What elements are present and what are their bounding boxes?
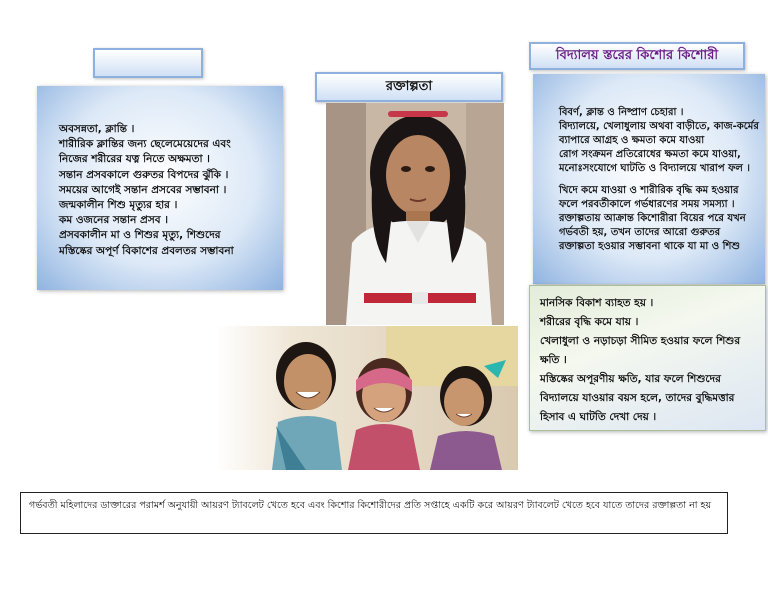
left-line: সন্তান প্রসবকালে গুরুতর বিপদের ঝুঁকি । [59,168,229,181]
right-bottom-line: খেলাধুলা ও নড়াচড়া সীমিত হওয়ার ফলে শিশুর [540,335,741,347]
left-line: সময়ের আগেই সন্তান প্রসবের সম্ভাবনা । [59,183,227,196]
center-title-text: রক্তাল্পতা [385,78,433,94]
right-top-info-panel [533,74,765,284]
left-line: অবসন্নতা, ক্লান্তি । [59,123,135,135]
footer-note [20,492,728,534]
right-top-line: ব্যাপারে আগ্রহ ও ক্ষমতা কমে যাওয়া [559,135,705,146]
left-line: নিজের শরীরের যত্ন নিতে অক্ষমতা । [59,153,210,166]
right-top-line: রক্তাল্পতা হওয়ার সম্ভাবনা থাকে যা মা ও শিশু [559,241,741,252]
left-info-panel [37,86,283,290]
right-top-line: রক্তাল্পতায় আক্রান্ত কিশোরীরা বিয়ের পরে যখন [559,213,746,224]
right-bottom-line: শরীরের বৃদ্ধি কমে যায় । [540,316,639,328]
schoolgirl-illustration [326,103,504,325]
left-line: কম ওজনের সন্তান প্রসব । [59,214,169,227]
right-top-line: বিবর্ণ, ক্লান্ত ও নিষ্প্রাণ চেহারা । [559,107,684,118]
left-line: প্রসবকালীন মা ও শিশুর মৃত্যু, শিশুদের [59,229,221,242]
right-top-line: বিদ্যালয়ে, খেলাধুলায় অথবা বাড়ীতে, কাজ-কর্মের [559,121,759,132]
schoolgirl-photo [326,103,504,325]
right-top-line: গর্ভবতী হয়, তখন তাদের আরো গুরুতর [559,227,721,238]
footer-note-text: গর্ভবতী মহিলাদের ডাক্তারের পরামর্শ অনুযায়ী আয়রণ ট্যাবলেট খেতে হবে এবং কিশোর কিশোরীদের প্রতি সপ্তাহে একটি করে আয়রণ ট্যাবলেট খেতে হবে যাতে তাদের রক্তাল্পতা না হয় [29,500,712,511]
smiling-girls-illustration [216,326,518,470]
right-bottom-line: ক্ষতি । [540,354,567,366]
left-line: মস্তিষ্কের অপূর্ণ বিকাশের প্রবলতর সম্ভাবনা [59,244,234,257]
right-title [529,42,745,70]
right-bottom-line: বিদ্যালয়ে যাওয়ার বয়স হলে, তাদের বুদ্ধিমত্তার [540,392,735,404]
empty-label-box [93,48,203,78]
right-top-line: রোগ সংক্রমন প্রতিরোধের ক্ষমতা কমে যাওয়া, [559,149,741,160]
right-bottom-line: হিসাব এ ঘাটতি দেখা দেয় । [540,411,657,423]
right-title-text: বিদ্যালয় স্তরের কিশোর কিশোরী [555,47,719,63]
right-top-line: ফলে পরবর্তীকালে গর্ভধারণের সময় সমস্যা । [559,199,735,210]
smiling-girls-photo [216,326,518,470]
left-line: জন্মকালীন শিশু মৃত্যুর হার । [59,199,178,212]
center-title [315,72,503,102]
left-line: শারীরিক ক্লান্তির জন্য ছেলেমেয়েদের এবং [59,138,231,151]
right-top-line: খিদে কমে যাওয়া ও শারীরিক বৃদ্ধি কম হওয়ার [559,185,739,196]
right-bottom-line: মানসিক বিকাশ ব্যাহত হয় । [540,297,654,309]
right-bottom-line: মস্তিষ্কের অপূরণীয় ক্ষতি, যার ফলে শিশুদের [540,373,721,385]
right-bottom-info-panel [529,285,766,431]
right-top-line: মনোঃসংযোগে ঘাটতি ও বিদ্যালয়ে খারাপ ফল । [559,163,750,174]
